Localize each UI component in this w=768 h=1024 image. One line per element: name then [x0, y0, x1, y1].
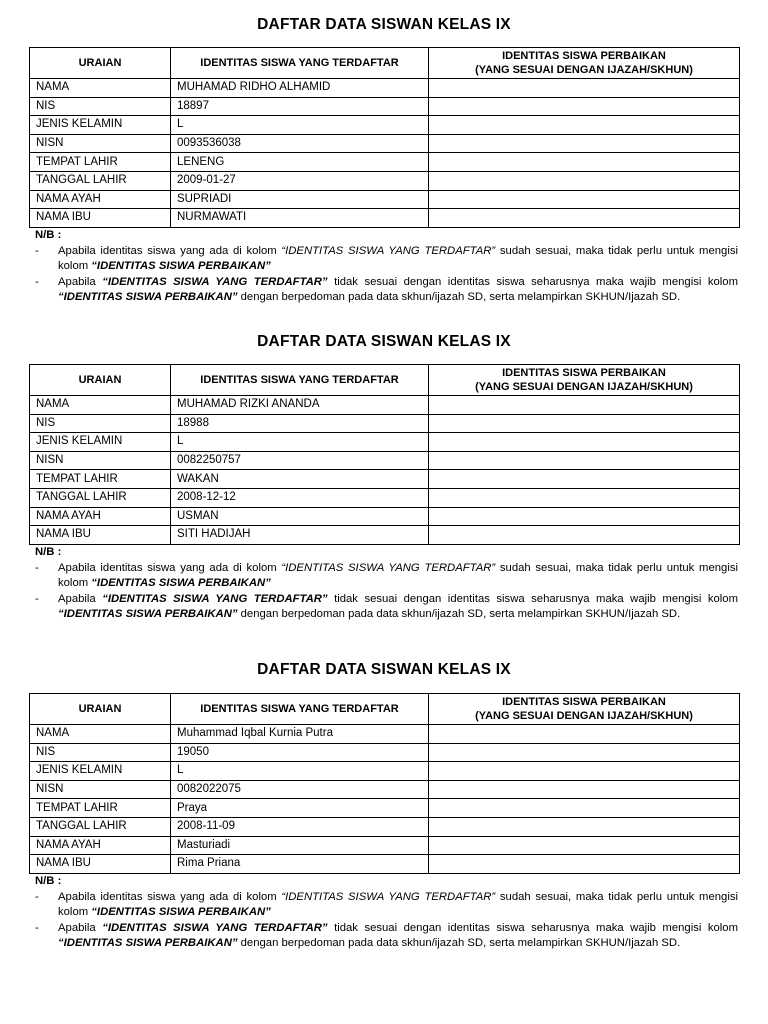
field-correction-cell[interactable]: [429, 836, 740, 855]
field-correction-cell[interactable]: [429, 171, 740, 190]
field-value: 18897: [171, 97, 429, 116]
table-row: [30, 153, 740, 172]
field-correction-cell[interactable]: [429, 414, 740, 433]
field-correction-cell[interactable]: [429, 134, 740, 153]
table-row: [30, 799, 740, 818]
field-value: Muhammad Iqbal Kurnia Putra: [171, 725, 429, 744]
nb-heading: N/B :: [35, 229, 62, 241]
table-header-row: [30, 694, 740, 725]
table-row: [30, 116, 740, 135]
field-value: SUPRIADI: [171, 190, 429, 209]
field-value: 0082022075: [171, 780, 429, 799]
table-row: [30, 134, 740, 153]
table-row: [30, 817, 740, 836]
field-value: USMAN: [171, 507, 429, 526]
header-uraian: URAIAN: [30, 48, 171, 79]
header-perbaikan-line2: (YANG SESUAI DENGAN IJAZAH/SKHUN): [475, 710, 693, 722]
table-row: [30, 488, 740, 507]
nb-note-2: - Apabila “IDENTITAS SISWA YANG TERDAFTAR” tidak sesuai dengan identitas siswa seharusnya maka wajib mengisi kolom “IDENTITAS SISWA PERBAIKAN” dengan berpedoman pada data skhun/ijazah SD, serta melampirkan SKHUN/Ijazah SD.: [35, 921, 738, 949]
field-value: L: [171, 116, 429, 135]
nb-notes: [35, 228, 738, 306]
field-label: TEMPAT LAHIR: [30, 470, 171, 489]
table-header-row: [30, 365, 740, 396]
field-label: TANGGAL LAHIR: [30, 817, 171, 836]
header-perbaikan-line2: (YANG SESUAI DENGAN IJAZAH/SKHUN): [475, 64, 693, 76]
nb-note-1: - Apabila identitas siswa yang ada di kolom “IDENTITAS SISWA YANG TERDAFTAR” sudah sesuai, maka tidak perlu untuk mengisi kolom “IDENTITAS SISWA PERBAIKAN”: [35, 890, 738, 918]
field-value: NURMAWATI: [171, 209, 429, 228]
field-correction-cell[interactable]: [429, 116, 740, 135]
form-title: DAFTAR DATA SISWAN KELAS IX: [257, 661, 511, 678]
header-terdaftar: IDENTITAS SISWA YANG TERDAFTAR: [171, 48, 429, 79]
field-label: NAMA: [30, 725, 171, 744]
field-label: NAMA AYAH: [30, 836, 171, 855]
field-correction-cell[interactable]: [429, 799, 740, 818]
table-row: [30, 433, 740, 452]
table-row: [30, 836, 740, 855]
field-label: NAMA: [30, 396, 171, 415]
field-label: TEMPAT LAHIR: [30, 153, 171, 172]
field-label: JENIS KELAMIN: [30, 116, 171, 135]
field-label: NAMA AYAH: [30, 507, 171, 526]
student-data-table: [29, 693, 740, 874]
field-correction-cell[interactable]: [429, 79, 740, 98]
field-value: MUHAMAD RIZKI ANANDA: [171, 396, 429, 415]
header-perbaikan-line1: IDENTITAS SISWA PERBAIKAN: [502, 367, 666, 379]
field-value: Rima Priana: [171, 855, 429, 874]
field-correction-cell[interactable]: [429, 451, 740, 470]
table-row: [30, 762, 740, 781]
header-perbaikan-line1: IDENTITAS SISWA PERBAIKAN: [502, 696, 666, 708]
field-label: JENIS KELAMIN: [30, 762, 171, 781]
field-label: NISN: [30, 451, 171, 470]
field-correction-cell[interactable]: [429, 190, 740, 209]
nb-notes: [35, 545, 738, 623]
table-row: [30, 97, 740, 116]
field-value: 2008-11-09: [171, 817, 429, 836]
field-correction-cell[interactable]: [429, 153, 740, 172]
field-label: NIS: [30, 414, 171, 433]
field-value: 2008-12-12: [171, 488, 429, 507]
table-row: [30, 725, 740, 744]
field-correction-cell[interactable]: [429, 209, 740, 228]
field-correction-cell[interactable]: [429, 488, 740, 507]
field-label: NAMA: [30, 79, 171, 98]
nb-heading: N/B :: [35, 875, 62, 887]
field-label: TEMPAT LAHIR: [30, 799, 171, 818]
field-correction-cell[interactable]: [429, 507, 740, 526]
table-row: [30, 209, 740, 228]
form-title: DAFTAR DATA SISWAN KELAS IX: [257, 333, 511, 350]
field-value: 0082250757: [171, 451, 429, 470]
field-value: 2009-01-27: [171, 171, 429, 190]
header-perbaikan: [429, 365, 740, 396]
field-label: NISN: [30, 134, 171, 153]
field-correction-cell[interactable]: [429, 725, 740, 744]
field-label: NIS: [30, 743, 171, 762]
field-correction-cell[interactable]: [429, 762, 740, 781]
field-value: WAKAN: [171, 470, 429, 489]
table-row: [30, 526, 740, 545]
header-perbaikan: [429, 694, 740, 725]
student-data-table: [29, 47, 740, 228]
nb-note-2: - Apabila “IDENTITAS SISWA YANG TERDAFTAR” tidak sesuai dengan identitas siswa seharusnya maka wajib mengisi kolom “IDENTITAS SISWA PERBAIKAN” dengan berpedoman pada data skhun/ijazah SD, serta melampirkan SKHUN/Ijazah SD.: [35, 592, 738, 620]
nb-note-1: - Apabila identitas siswa yang ada di kolom “IDENTITAS SISWA YANG TERDAFTAR” sudah sesuai, maka tidak perlu untuk mengisi kolom “IDENTITAS SISWA PERBAIKAN”: [35, 244, 738, 272]
field-correction-cell[interactable]: [429, 433, 740, 452]
field-value: 0093536038: [171, 134, 429, 153]
field-value: 19050: [171, 743, 429, 762]
field-label: NAMA IBU: [30, 855, 171, 874]
table-row: [30, 780, 740, 799]
header-terdaftar: IDENTITAS SISWA YANG TERDAFTAR: [171, 694, 429, 725]
field-value: Praya: [171, 799, 429, 818]
field-correction-cell[interactable]: [429, 780, 740, 799]
header-uraian: URAIAN: [30, 694, 171, 725]
field-label: NAMA IBU: [30, 526, 171, 545]
field-value: LENENG: [171, 153, 429, 172]
table-row: [30, 451, 740, 470]
nb-note-1: - Apabila identitas siswa yang ada di kolom “IDENTITAS SISWA YANG TERDAFTAR” sudah sesuai, maka tidak perlu untuk mengisi kolom “IDENTITAS SISWA PERBAIKAN”: [35, 561, 738, 589]
nb-heading: N/B :: [35, 546, 62, 558]
field-correction-cell[interactable]: [429, 743, 740, 762]
field-value: Masturiadi: [171, 836, 429, 855]
header-perbaikan-line2: (YANG SESUAI DENGAN IJAZAH/SKHUN): [475, 381, 693, 393]
table-row: [30, 171, 740, 190]
table-row: [30, 743, 740, 762]
table-row: [30, 190, 740, 209]
table-row: [30, 470, 740, 489]
field-label: JENIS KELAMIN: [30, 433, 171, 452]
field-correction-cell[interactable]: [429, 470, 740, 489]
student-data-table: [29, 364, 740, 545]
field-correction-cell[interactable]: [429, 855, 740, 874]
header-perbaikan-line1: IDENTITAS SISWA PERBAIKAN: [502, 50, 666, 62]
field-value: SITI HADIJAH: [171, 526, 429, 545]
field-value: L: [171, 433, 429, 452]
field-label: NISN: [30, 780, 171, 799]
table-header-row: [30, 48, 740, 79]
field-correction-cell[interactable]: [429, 97, 740, 116]
header-terdaftar: IDENTITAS SISWA YANG TERDAFTAR: [171, 365, 429, 396]
nb-notes: [35, 874, 738, 952]
header-uraian: URAIAN: [30, 365, 171, 396]
field-value: 18988: [171, 414, 429, 433]
table-row: [30, 396, 740, 415]
field-label: NAMA AYAH: [30, 190, 171, 209]
form-title: DAFTAR DATA SISWAN KELAS IX: [257, 16, 511, 33]
table-row: [30, 414, 740, 433]
field-value: L: [171, 762, 429, 781]
table-row: [30, 855, 740, 874]
field-label: TANGGAL LAHIR: [30, 488, 171, 507]
header-perbaikan: [429, 48, 740, 79]
field-correction-cell[interactable]: [429, 396, 740, 415]
field-label: NIS: [30, 97, 171, 116]
field-correction-cell[interactable]: [429, 526, 740, 545]
table-row: [30, 79, 740, 98]
field-value: MUHAMAD RIDHO ALHAMID: [171, 79, 429, 98]
nb-note-2: - Apabila “IDENTITAS SISWA YANG TERDAFTAR” tidak sesuai dengan identitas siswa seharusnya maka wajib mengisi kolom “IDENTITAS SISWA PERBAIKAN” dengan berpedoman pada data skhun/ijazah SD, serta melampirkan SKHUN/Ijazah SD.: [35, 275, 738, 303]
table-row: [30, 507, 740, 526]
field-label: NAMA IBU: [30, 209, 171, 228]
field-correction-cell[interactable]: [429, 817, 740, 836]
field-label: TANGGAL LAHIR: [30, 171, 171, 190]
